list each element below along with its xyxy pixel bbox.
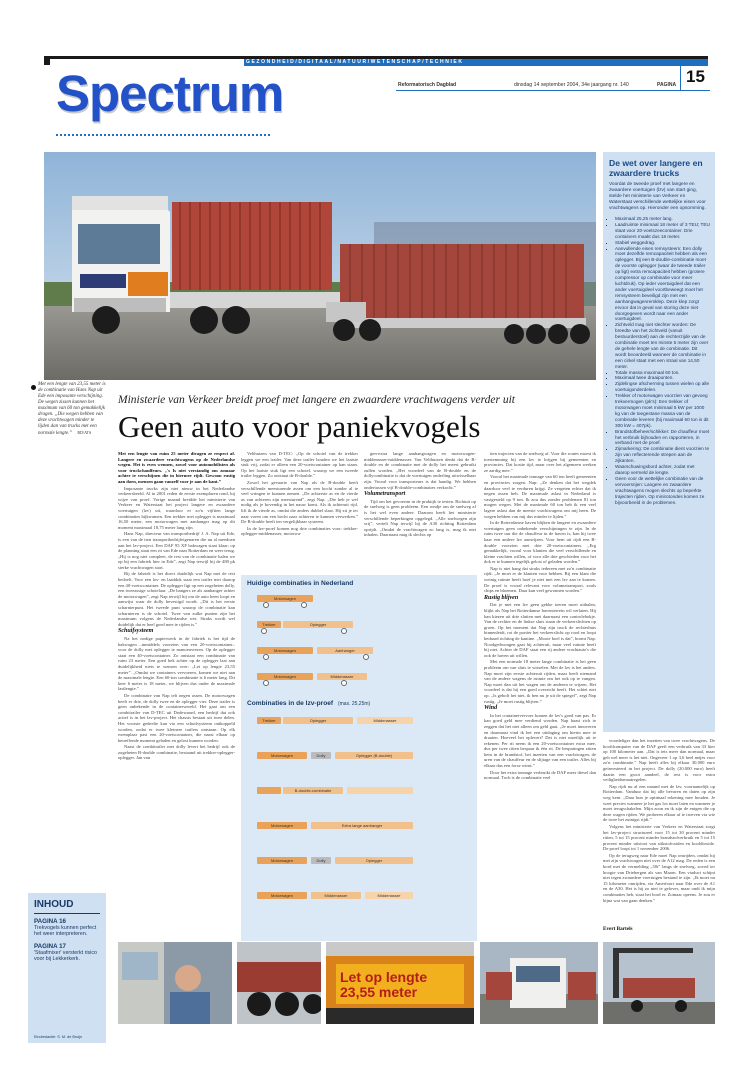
article-column-5 (603, 738, 715, 921)
truck-unit: Middenasser (365, 892, 413, 899)
paragraph: Bij de fabriek is het direct duidelijk wat Nap met de rest bedoelt. Voor een los- en laaddok staat een trailer met daarop een 40-voetscontainer. De oplegger ligt op een zogeheten dolly, een tweeassige schotelaar. „De hangers ze als aanhanger achter de motorwagen”, zegt Nap terwijl hij om de auto heen loopt en aanwijst waar de dolly bevestigd wordt. „Dit is het eerste scharnierpunt. Het tweede punt waarop de combinatie kan scharnieren is de schotel. Twee van zulke punten zijn het maximum volgens de Nederlandse wet. Straks wordt wel duidelijk dat er heel goed mee te rijden is.” (118, 571, 235, 627)
combination-row (247, 645, 471, 659)
wheel-icon (261, 628, 267, 634)
sidebar-item: ▪ Trekker of motorwagen voorzien van gevoeg trekvermogen (pk's): Een trekker of motorwagen moet minimaal 5 kW per 1000 kg van de toegestane massa van de combinatie leveren (bij maximaal 60 ton is dit 300 kW = 407pk). (615, 393, 710, 428)
lead-paragraph: Met een lengte van ruim 25 meter divagen ze respect af. Langere en zwaardere vrachtwagens op de Nederlandse wegen. Het is even wennen, zowel voor automobilisten als voor truckchauffeurs. „'s Is niet verstandig om zomaar achter te verschijnen die in hiermee rijdt. Gewoon rustig aan doen, mensen gaan vanzelf voor je aan de kant.” (118, 451, 235, 484)
truck-unit: Dolly (311, 857, 331, 864)
sidebar-item: ▪ Maximaal twee draaipunten. (615, 375, 710, 381)
paragraph: Velthuizen van D-TEC: „Op de schotel van de trekker leggen we een trailer. Van deze trailer houden we het laatste stuk vrij, zodat er alleen een 20-voetscontainer op kan staan. Op het laatste stuk ligt een schotel, waarop we een tweede trailer leggen. Zo ontstaat de B-double.” (241, 451, 358, 479)
thumb-photo-truck-front (480, 942, 598, 1024)
truck-unit: Middenasser (311, 892, 361, 899)
combination-row (247, 593, 471, 607)
thumb-photo-wheels (237, 942, 321, 1024)
wheel-icon (301, 602, 307, 608)
truck-unit: Motorwagen (257, 857, 307, 864)
paragraph: De combinatie van Nap telt negen assen. De motorwagen heeft er drie, de dolly twee en de oplegger vier. Deze trailer is geen onbekende in de containerwereld. Het gaat om een combitrailer van D-TEC uit Dodewaard, een bedrijf dat ook actief is in het lzv-project. Het chassis bestaat uit twee delen. Het voorste gedeelte kan via een schuifsysteem ontkoppeld worden, zodat er twee kleinere trailers ontstaan. Op elk exemplaar past een 20-voetscontainer, die naast elkaar op betreffende moment geladen en gelost kunnen worden. (118, 692, 235, 743)
subheading-volumetransport: Volumetransport (364, 491, 406, 498)
inhoud-entry-text: Trekvogels kunnen perfect het weer interpreteren. (34, 925, 97, 938)
inhoud-page-label: PAGINA 16 (34, 918, 66, 925)
truck-unit: Oplegger (283, 717, 353, 724)
paragraph: Volgens het ministerie van Verkeer en Waterstaat zorgt het lzv-project structureel voor 15 tot 30 procent minder ritten, 5 tot 15 procent minder brandstofverbruik en 5 tot 15 procent minder uitstoot van stikstofoxiden en kooldioxide. De proef loopt tot 1 november 2006. (603, 823, 715, 852)
inhoud-entry-1[interactable] (34, 918, 100, 938)
combination-row (247, 855, 471, 869)
sidebar-item: ▪ Zijdelingse afscherming tussen wielen op alle voertuigonderdelen. (615, 381, 710, 393)
sidebar-item: ▪ Stabiel weggedrag. (615, 240, 710, 246)
sidebar-intro: Voordat de tweede proef met langere en zwaardere voertuigen (lzv) van start ging, stelde het ministerie van Verkeer en Waterstaat verschillende wettelijke eisen voor vrachtwagens op. Hieronder een opsomming. (609, 182, 706, 211)
truck-unit: Motorwagen (257, 822, 307, 829)
truck-unit: Dolly (311, 752, 331, 759)
paragraph: Door het extra tonnage verbruikt de DAF meer diesel dan normaal. Toch is de combinatie veel (484, 769, 596, 781)
sidebar-item: ▪ Aanvullende eisen remsysteem: Een dolly moet dezelfde remcapaciteit hebben als een oplegger. Bij een B-double-combinatie moet de voorste oplegger (waar de tweede trailer op ligt) extra remcapaciteit hebben (grotere compressor op combinatie voor meer luchtdruk). Op ieder voertuigdeel dat een ander voertuigdeel voortbeweegt moet het remsysteem beveiligd zijn met een aanhangwagenremklep. Deze klep zorgt ervoor dat in geval van storing deze niet doorgegeven wordt naar een ander voertuigdeel. (615, 246, 710, 323)
subheading-schuifsysteem: Schuifsysteem (118, 628, 154, 635)
paragraph: Vooral het maximale tonnage van 60 ton heeft gemeenten en provincies zorgen. Nap: „Ze denken dat het wegdek daardoor veel te verduren krijgt. Ze vergeten echter dat ik negen assen heb. De maximale aslast in Nederland is vastgesteld op 9 ton. Ik zou dus zonder problemen 81 ton mogen wegen. Met de maximale 60 ton heb ik een veel lagere aslast dan de meeste vrachtwagens om mij heen. De wegen hebben van mij dus minder te lijden.” (484, 474, 596, 519)
combination-row (247, 715, 471, 729)
combination-row (247, 785, 471, 799)
wheel-icon (263, 680, 269, 686)
logo-square (44, 59, 50, 65)
thumb-photo-plate (326, 942, 474, 1024)
truck-unit: Aanhanger (317, 647, 373, 654)
crane-photo-illustration (603, 942, 715, 1024)
header-rule (396, 90, 710, 91)
inhoud-entry-text: 'Staafmixer' versterkt risico voor bij Lekkerkerk. (34, 949, 97, 963)
combination-row (247, 671, 471, 685)
paragraph: In de lzv-proef komen nog drie combinaties voor: trekker-oplegger-middenasser, motorwa- (241, 525, 358, 537)
truck-unit: Oplegger (283, 621, 353, 628)
inhoud-entry-2[interactable] (34, 943, 100, 963)
paragraph: Hans Nap, directeur van transportbedrijf J. A. Nap uit Ede, is een van de tien transportbedrijfeigenaren die nu al meedoen aan het lzv-project. Een DAF 95 XF bakwagen staat klaar; op de planning staat een rit van Ede naar Rotterdam en weer terug. „Hij is nog niet compleet, de rest van de combinatie halen we op bij een fabriek hier in Ede”, zegt Nap terwijl hij de 480 pk sterke vrachtwagen start. (118, 531, 235, 570)
thumb-photo-crane (603, 942, 715, 1024)
article-column-2 (241, 451, 358, 569)
driver-photo-illustration (118, 942, 232, 1024)
date-line: dinsdag 14 september 2004, 34e jaargang nr. 140 (514, 82, 629, 88)
paragraph: Imposante trucks zijn niet nieuw in het Nederlandse verkeersbeeld. Al in 2001 reden de eerste exemplaren rond, bij wijze van proef. Vorige maand breidde het ministerie van Verkeer en Waterstaat het project langere en zwaardere voertuigen (lzv) uit, waardoor er zo'n vijftien lange combinaties bijkwamen. Een trekker met oplegger is maximaal 16,50 meter, een motorwagen met aanhanger mag op dit moment maximaal 18,75 meter lang zijn. (118, 485, 235, 530)
sidebar-item: ▪ Geen voor de wettelijke combinatie van de vervoersrijen: Langere en zwaardere vrachtwagens mogen slechts op beperkte trajecten rijden. Op minirotondes komen ze bijvoorbeeld in de problemen. (615, 476, 710, 506)
photo-caption (38, 382, 106, 437)
paper-name: Reformatorisch Dagblad (398, 82, 457, 88)
paragraph: Tijd om het gevoerim in de praktijk te testen. Richtuit op de snelweg is geen probleem. Een rondje om de snelweg af is het wel even andere. Daarom heeft het ministerie verschillende beperkingen opgelegd. „Alle snelwegen zijn vrij”, vertelt Nap terwijl hij de A30 richting Rotterdam oprijdt. „Omdat de vrachtwagen zo lang is, mag ik niet inhalen. Daarnaast mag ik slechts op (364, 498, 476, 538)
sidebar-item: ▪ Maximaal 25,25 meter lang. (615, 216, 710, 222)
inhoud-title: INHOUD (34, 899, 74, 910)
sidebar-item: ▪ Brandstofbeheer/schikker: De chauffeur moet het verbruik bijhouden en rapporteren, in verband met de proef. (615, 429, 710, 447)
sidebar-item: ▪ Totale massa maximaal 60 ton. (615, 370, 710, 376)
combination-row (247, 750, 471, 764)
photo-caption-text: Met een lengte van 23,55 meter is de combinatie van Hans Nap uit Ede een imposante verschijning. De wegen zissen kunnen het maximum van 60 ton gemakkelijk dragen. „Die wegen hebben van deze vrachtwagen minder te lijden dan van trucks met een normale lengte.” (38, 382, 106, 436)
sidebar-box (603, 152, 715, 732)
paragraph: In het containervervoer komen de lzv's goed van pas. Er kan goed geld mee verdiend worden. Nap haast zich te zeggen dat het niet alleen om geld gaat. „Je moet innoveren en daarnaast vind ik het een uitdaging om hierin mee te draaien. Hoeveel het oplevert? Dat is niet moeilijk uit te rekenen. Per rit neem ik een 20-voetscontainer extra mee, dus per twee ritten bespaar ik één rit. De besparingen zitten hem in de brandstof, het inzetten van een vrachtwagen, de uren van de chauffeur en de slijtage van een trailer. Alles bij elkaar dus een forse winst.” (484, 712, 596, 769)
inhoud-box (28, 893, 106, 1043)
truck-unit: Middenasser (357, 717, 413, 724)
combinations-diagram (241, 575, 477, 941)
truck-unit: Oplegger (335, 857, 413, 864)
sidebar-title: De wet over langere en zwaardere trucks (609, 158, 703, 178)
paragraph: voordeliger dan het inzetten van twee vrachtwagens. De hoofdcomputer van de DAF geeft een verbruik van 33 liter op 100 kilometer aan. „Dat is iets meer dan normaal, maar geh wel meer is het niet. Ongeveer 1 op 3,6 heel netjes voor zo'n combinatie.” Nap heeft alles bij elkaar 30.000 euro geïnvesteerd in het project. De dolly (20.000 euro) heeft daarin een groot aandeel, de rest is voor extra veiligheidsmaatregelen. (603, 738, 715, 783)
paragraph: Nap is niet bang dat straks iedereen met zo'n combinatie rijdt. „Je moet er de klanten voor hebben. Bij een klant die weinig ruimte heeft hoef je niet met een lzv aan te komen. De proef is vooral relevant voor volumetransport, zoals chips en bloemen. Daar kan veel gewonnen worden.” (484, 565, 596, 594)
truck-unit: Motorwagen (257, 892, 307, 899)
truck-unit: Motorwagen (257, 595, 313, 602)
wheel-icon (363, 654, 369, 660)
truck-front-photo-illustration (480, 942, 598, 1024)
paragraph: Op de terugweg naar Ede moet Nap omrijden, omdat hij met zijn vrachtwagen niet over de A12 mag. De reden is een bord met de vermelding „50t” langs de snelweg, zoved ter hoogte van Driebergen als van Maarn. Een viaduct schijnt niet tegen zwaardere voertuigen bestand te zijn. „Ik moet nu 15 kilometer omrijden, via Amerfoort naar Ede over de A1 en de A30. Het is hij zo niet te gelover, maar ondt ik mijn combinaties heb, staat het bord er. Zomaar opeens. Je zou er bijna wat van gaan denken.” (603, 852, 715, 903)
page-number: 15 (686, 67, 705, 86)
wheel-icon (341, 628, 347, 634)
sidebar-item: ▪ Waarschuwingsbord achter, zodat met daarop vermeld de lengte. (615, 464, 710, 476)
diagram-title-current: Huidige combinaties in Nederland (247, 580, 354, 587)
page-label: PAGINA (657, 82, 677, 88)
subheading-winst: Wind (484, 705, 498, 712)
plate-sign-text: Let op lengte 23,55 meter (340, 969, 428, 1000)
truck-unit: B-double-combinatie (283, 787, 343, 794)
paragraph: gen-extra lange aanhangwagen en motorwagen-middenasser-middenasser. Van Velthuizen denkt dat de B-double en de combinatie met de dolly het meest gebruikt zullen worden. „Het voordeel van de B-double en de dollycombinatie is dat de voertuigen onderling uitwisselbaar zijn. Vooral voor transporteurs is dat handig. We hebben ondertussen vijf B-double-combinaties verkocht.” (364, 451, 476, 490)
main-photo (44, 152, 596, 380)
truck-unit: Middenasser (317, 673, 367, 680)
inhoud-page-label: PAGINA 17 (34, 942, 66, 950)
sidebar-list (603, 216, 715, 505)
subheading-rustig-blijven: Rustig blijven (484, 594, 519, 601)
wheels-photo-illustration (237, 942, 321, 1024)
paragraph: Nap rijdt nu al een maand met de lzv, voornamelijk op Rotterdam. Vanduur dat hij alle bevaren en daten op zijn weg kent. „Daar kun je optimaal rekening mee houden. Je weet precies wanneer je het gas los moet laten en wanneer je moet terugschakelen. Mijn zoon en ik zijn de enigen die op deze wagen rijden. We proberen elkaar af te troeven via wie de twee het zuinigst rijdt.” (603, 783, 715, 823)
thumb-photo-driver (118, 942, 232, 1024)
sidebar-item: ▪ Laadruimte minimaal 18 meter of 3 TEU; TEU staat voor 20-voetszeecontainer. Drie containers maakt dus 18 meter. (615, 222, 710, 240)
truck-unit: Oplegger (B-double) (335, 752, 413, 759)
combination-row (247, 820, 471, 834)
truck-unit (257, 787, 281, 794)
sidebar-item: ▪ Zichtveld mag niet slechter worden: De breedte van het zichtveld (vanuit bestuurderstoel) aan de rechterzijde van de combinatie moet ten minste 5 meter zijn over de gehele lengte van de combinatie. Dit wordt beoordeeld wanneer de combinatie in een cirkel staat met een straal van 14,50 meter. (615, 322, 710, 369)
wheel-icon (341, 680, 347, 686)
truck-unit: Trekker (257, 717, 281, 724)
inhoud-rule (34, 913, 100, 914)
article-column-1 (118, 451, 235, 1014)
photo-credit: RD/ATS (77, 430, 92, 435)
truck-unit: Motorwagen (257, 752, 307, 759)
article-headline: Geen auto voor paniekvogels (118, 409, 481, 444)
combination-row (247, 619, 471, 633)
caption-bullet (31, 385, 36, 390)
paragraph: In de Rotterdamse haven blijken de langere en zwaardere voertuigen geen onbekende verschijningen te zijn. In de ruim twee uur die de chauffeur in de haven is, kan hij twee kaar een andere lzv aanwijzen. Voor hem uit rijdt een B-double voorzien met drie 20-voetscontainers. „Erg gemakkelijk, vooral voor klanten die veel verschillende en kleine vrachten willen, of voor alle drie geschieden voor het dok er te kunnen tegelijk gelost of geladen worden.” (484, 520, 596, 565)
truck-unit (347, 787, 413, 794)
article-column-4 (484, 451, 596, 941)
paragraph: Zowel het gevaarte van Nap als de B-double heeft verschillende meesturende assen om een bocht zonder al te veel wringen te kunnen nemen. „De achterste as en de vierde as van achteren zijn meesturend”, zegt Nap. „Die heb je wel nodig als je bovendig in het nauw komt. Als ik achteruit rijd, lift ik de vierde as, omdat die anders dubbel slaat. Hij zit je ter naar voren om een bocht naar achteren te kunnen verwerken.” De B-double heeft ten vergelijkbaar systeem. (241, 479, 358, 525)
truck-unit: Extra lange aanhanger (311, 822, 413, 829)
diagram-title-lzv: Combinaties in de lzv-proef (max. 25,25m) (247, 700, 371, 707)
paragraph: Naast de combitrailer met dolly levert het bedrijf ook de zogeheten B-double combinatie, bestaand uit trekker-oplegger-oplegger. Jan van (118, 744, 235, 761)
truck-unit: Motorwagen (257, 647, 313, 654)
sidebar-item: ▪ Zijmarkering: De combinatie dient voorzien te zijn van reflecterende strepen aan de zijkanten. (615, 446, 710, 464)
paragraph: tien trajecten van de snelweg af. Voor die routes moest ik toestemming bij een lzv te krijgen bij gemeenten en provincies. Dat kostte tijd, maar over het algemeen werken ze aardig mee.” (484, 451, 596, 473)
paragraph: Met een normale 18 meter lange combinatie is het geen probleem om van sluis te wisselen. Met de lzv is het anders. Nap moet zijn eerste achteruit rijden, maar heeft niemand van de andere wagens de ruimte om het ook op te vangen. Nap moet dan uit het wagen om de anderen te wijzen. Het voordeel is dat hij een goed overzicht heeft. Het schiet niet op. „Is geboft het niet, ik ben nu je uit de spiegel”, zegt Nap rustig. „Je moet rustig blijven.” (484, 659, 596, 704)
article-column-3 (364, 451, 476, 569)
article-kicker: Ministerie van Verkeer breidt proef met langere en zwaardere vrachtwagens verder uit (118, 394, 515, 406)
logo-dotted-rule (56, 134, 270, 136)
truck-unit: Trekker (257, 621, 281, 628)
inhoud-editor: Eindredactie: S. M. de Bruijn (34, 1035, 83, 1039)
wheel-icon (263, 602, 269, 608)
truck-photo-illustration (44, 152, 596, 380)
section-line: GEZONDHEID/DIGITAAL/NATUUR/WETENSCHAP/TECHNIEK (246, 59, 464, 65)
combination-row (247, 890, 471, 904)
spectrum-logo: Spectrum (56, 65, 284, 122)
wheel-icon (263, 654, 269, 660)
paragraph: Na het nodige papierwerk in de fabriek is het tijd de bakwagen –inmiddels voorzien van een 20-voetscontainer– voor de dolly met oplegger te manoeuvreren. Op de oplegger staat een 40-voetscontainer. Zo ontstaat een combinatie van ruim 23 meter. Een goed hek achter op de oplegger laat aan duidelijkheid niets te wensen over: „Let op lengte 23,55 meter”. „Omdat we containers vervoeren, komen we niet aan de maximale lengte. Een 60-ton combinatie is 6 meter lang. Dit keer 6 meter is 18 meter, we blijven dus onder de maximale lastlengte.” (118, 636, 235, 692)
paragraph: Dat je met een lzv geen gekke toeren moet uithalen, blijkt als Nap het Rotterdamse haventerrein wil verlaten. Hij kan kiezen uit drie sluiten met daarnaast een controlehokje. Van de rechter en de linkse sluis staan de verkeerslichten op groen. Op het moment dat Nap zijn truck de rechterhuis binnenleidt, rot de portier het verkeerslicht op rood en loopt bedaard richting de kantine. „Mooie boel is dat”, bromt Nap. Noodgedwongen gaat hij achteruit, maar veel ruimte heeft hij niet. Achter de DAF staat een rij andere vrachtauto's die ook de haven uit willen. (484, 602, 596, 658)
truck-unit: Motorwagen (257, 673, 313, 680)
author-byline: Evert Bartels (603, 926, 633, 932)
